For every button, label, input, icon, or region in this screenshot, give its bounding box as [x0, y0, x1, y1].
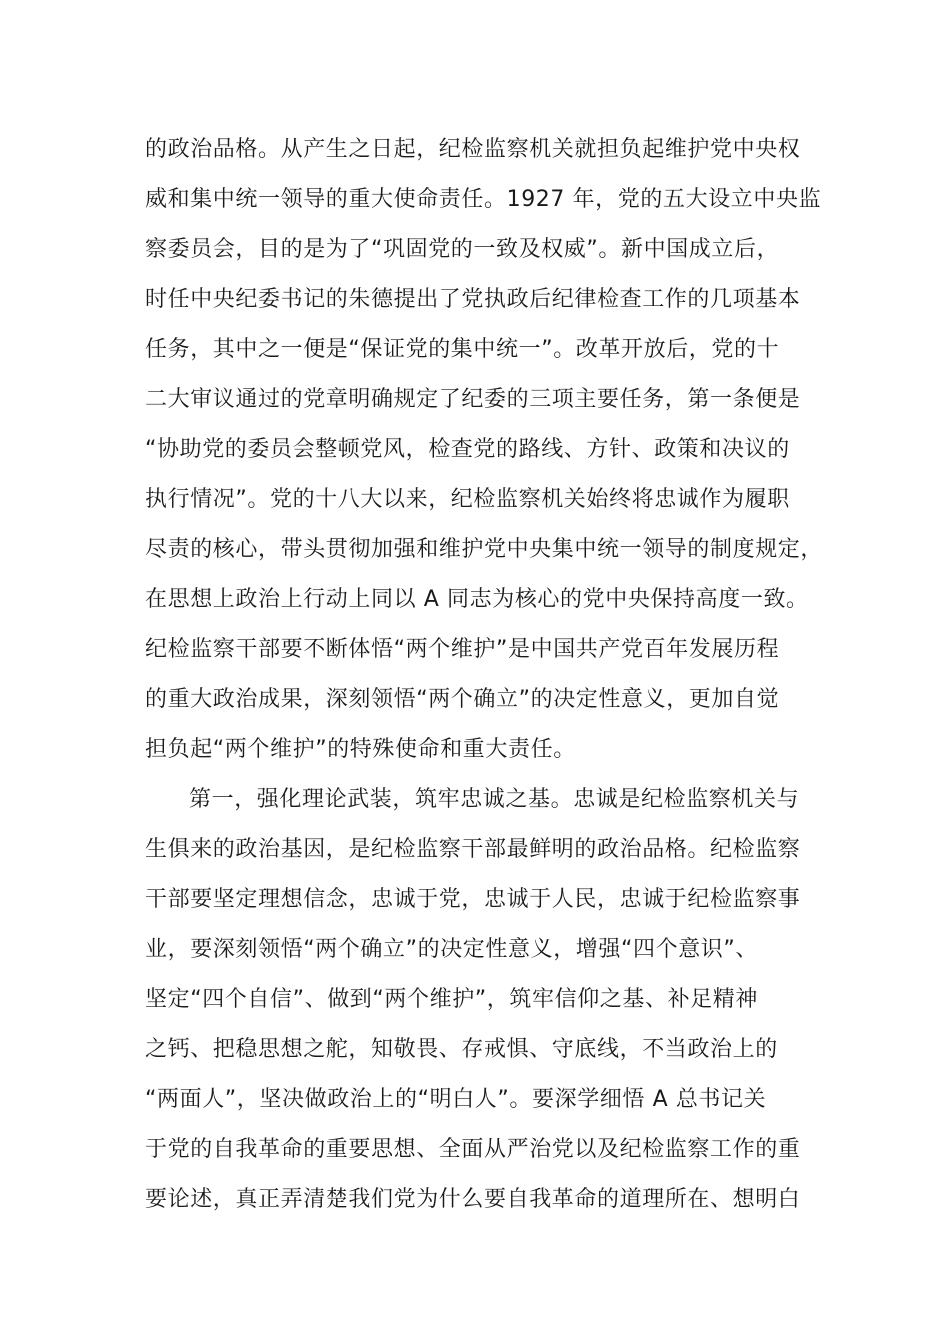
text-line: 于党的自我革命的重要思想、全面从严治党以及纪检监察工作的重 [145, 1137, 801, 1162]
text-line: 二大审议通过的党章明确规定了纪委的三项主要任务，第一条便是 [145, 387, 801, 412]
text-line: 要论述，真正弄清楚我们党为什么要自我革命的道理所在、想明白 [145, 1187, 801, 1212]
text-line: 尽责的核心，带头贯彻加强和维护党中央集中统一领导的制度规定， [145, 537, 824, 562]
text-line: 纪检监察干部要不断体悟“两个维护”是中国共产党百年发展历程 [145, 637, 780, 662]
paragraph-2 [145, 775, 825, 1225]
text-line: 担负起“两个维护”的特殊使命和重大责任。 [145, 737, 576, 762]
text-line: 生俱来的政治基因，是纪检监察干部最鲜明的政治品格。纪检监察 [145, 837, 801, 862]
text-line: 在思想上政治上行动上同以 A 同志为核心的党中央保持高度一致。 [145, 587, 809, 612]
document-body [145, 125, 825, 1225]
text-line: 干部要坚定理想信念，忠诚于党，忠诚于人民，忠诚于纪检监察事 [145, 887, 801, 912]
text-line: 察委员会，目的是为了“巩固党的一致及权威”。新中国成立后， [145, 237, 780, 262]
text-line: 的政治品格。从产生之日起，纪检监察机关就担负起维护党中央权 [145, 137, 801, 162]
text-line: 业，要深刻领悟“两个确立”的决定性意义，增强“四个意识”、 [145, 937, 758, 962]
text-line: 第一，强化理论武装，筑牢忠诚之基。忠诚是纪检监察机关与 [189, 787, 800, 812]
text-line: 时任中央纪委书记的朱德提出了党执政后纪律检查工作的几项基本 [145, 287, 801, 312]
text-line: 之钙、把稳思想之舵，知敬畏、存戒惧、守底线，不当政治上的 [145, 1037, 778, 1062]
paragraph-1 [145, 125, 825, 775]
text-line: “协助党的委员会整顿党风，检查党的路线、方针、政策和决议的 [145, 437, 790, 462]
text-line: “两面人”，坚决做政治上的“明白人”。要深学细悟 A 总书记关 [145, 1087, 767, 1112]
text-line: 的重大政治成果，深刻领悟“两个确立”的决定性意义，更加自觉 [145, 687, 780, 712]
text-line: 任务，其中之一便是“保证党的集中统一”。改革开放后，党的十 [145, 337, 780, 362]
text-line: 威和集中统一领导的重大使命责任。1927 年，党的五大设立中央监 [145, 187, 822, 212]
text-line: 坚定“四个自信”、做到“两个维护”，筑牢信仰之基、补足精神 [145, 987, 758, 1012]
text-line: 执行情况”。党的十八大以来，纪检监察机关始终将忠诚作为履职 [145, 487, 790, 512]
